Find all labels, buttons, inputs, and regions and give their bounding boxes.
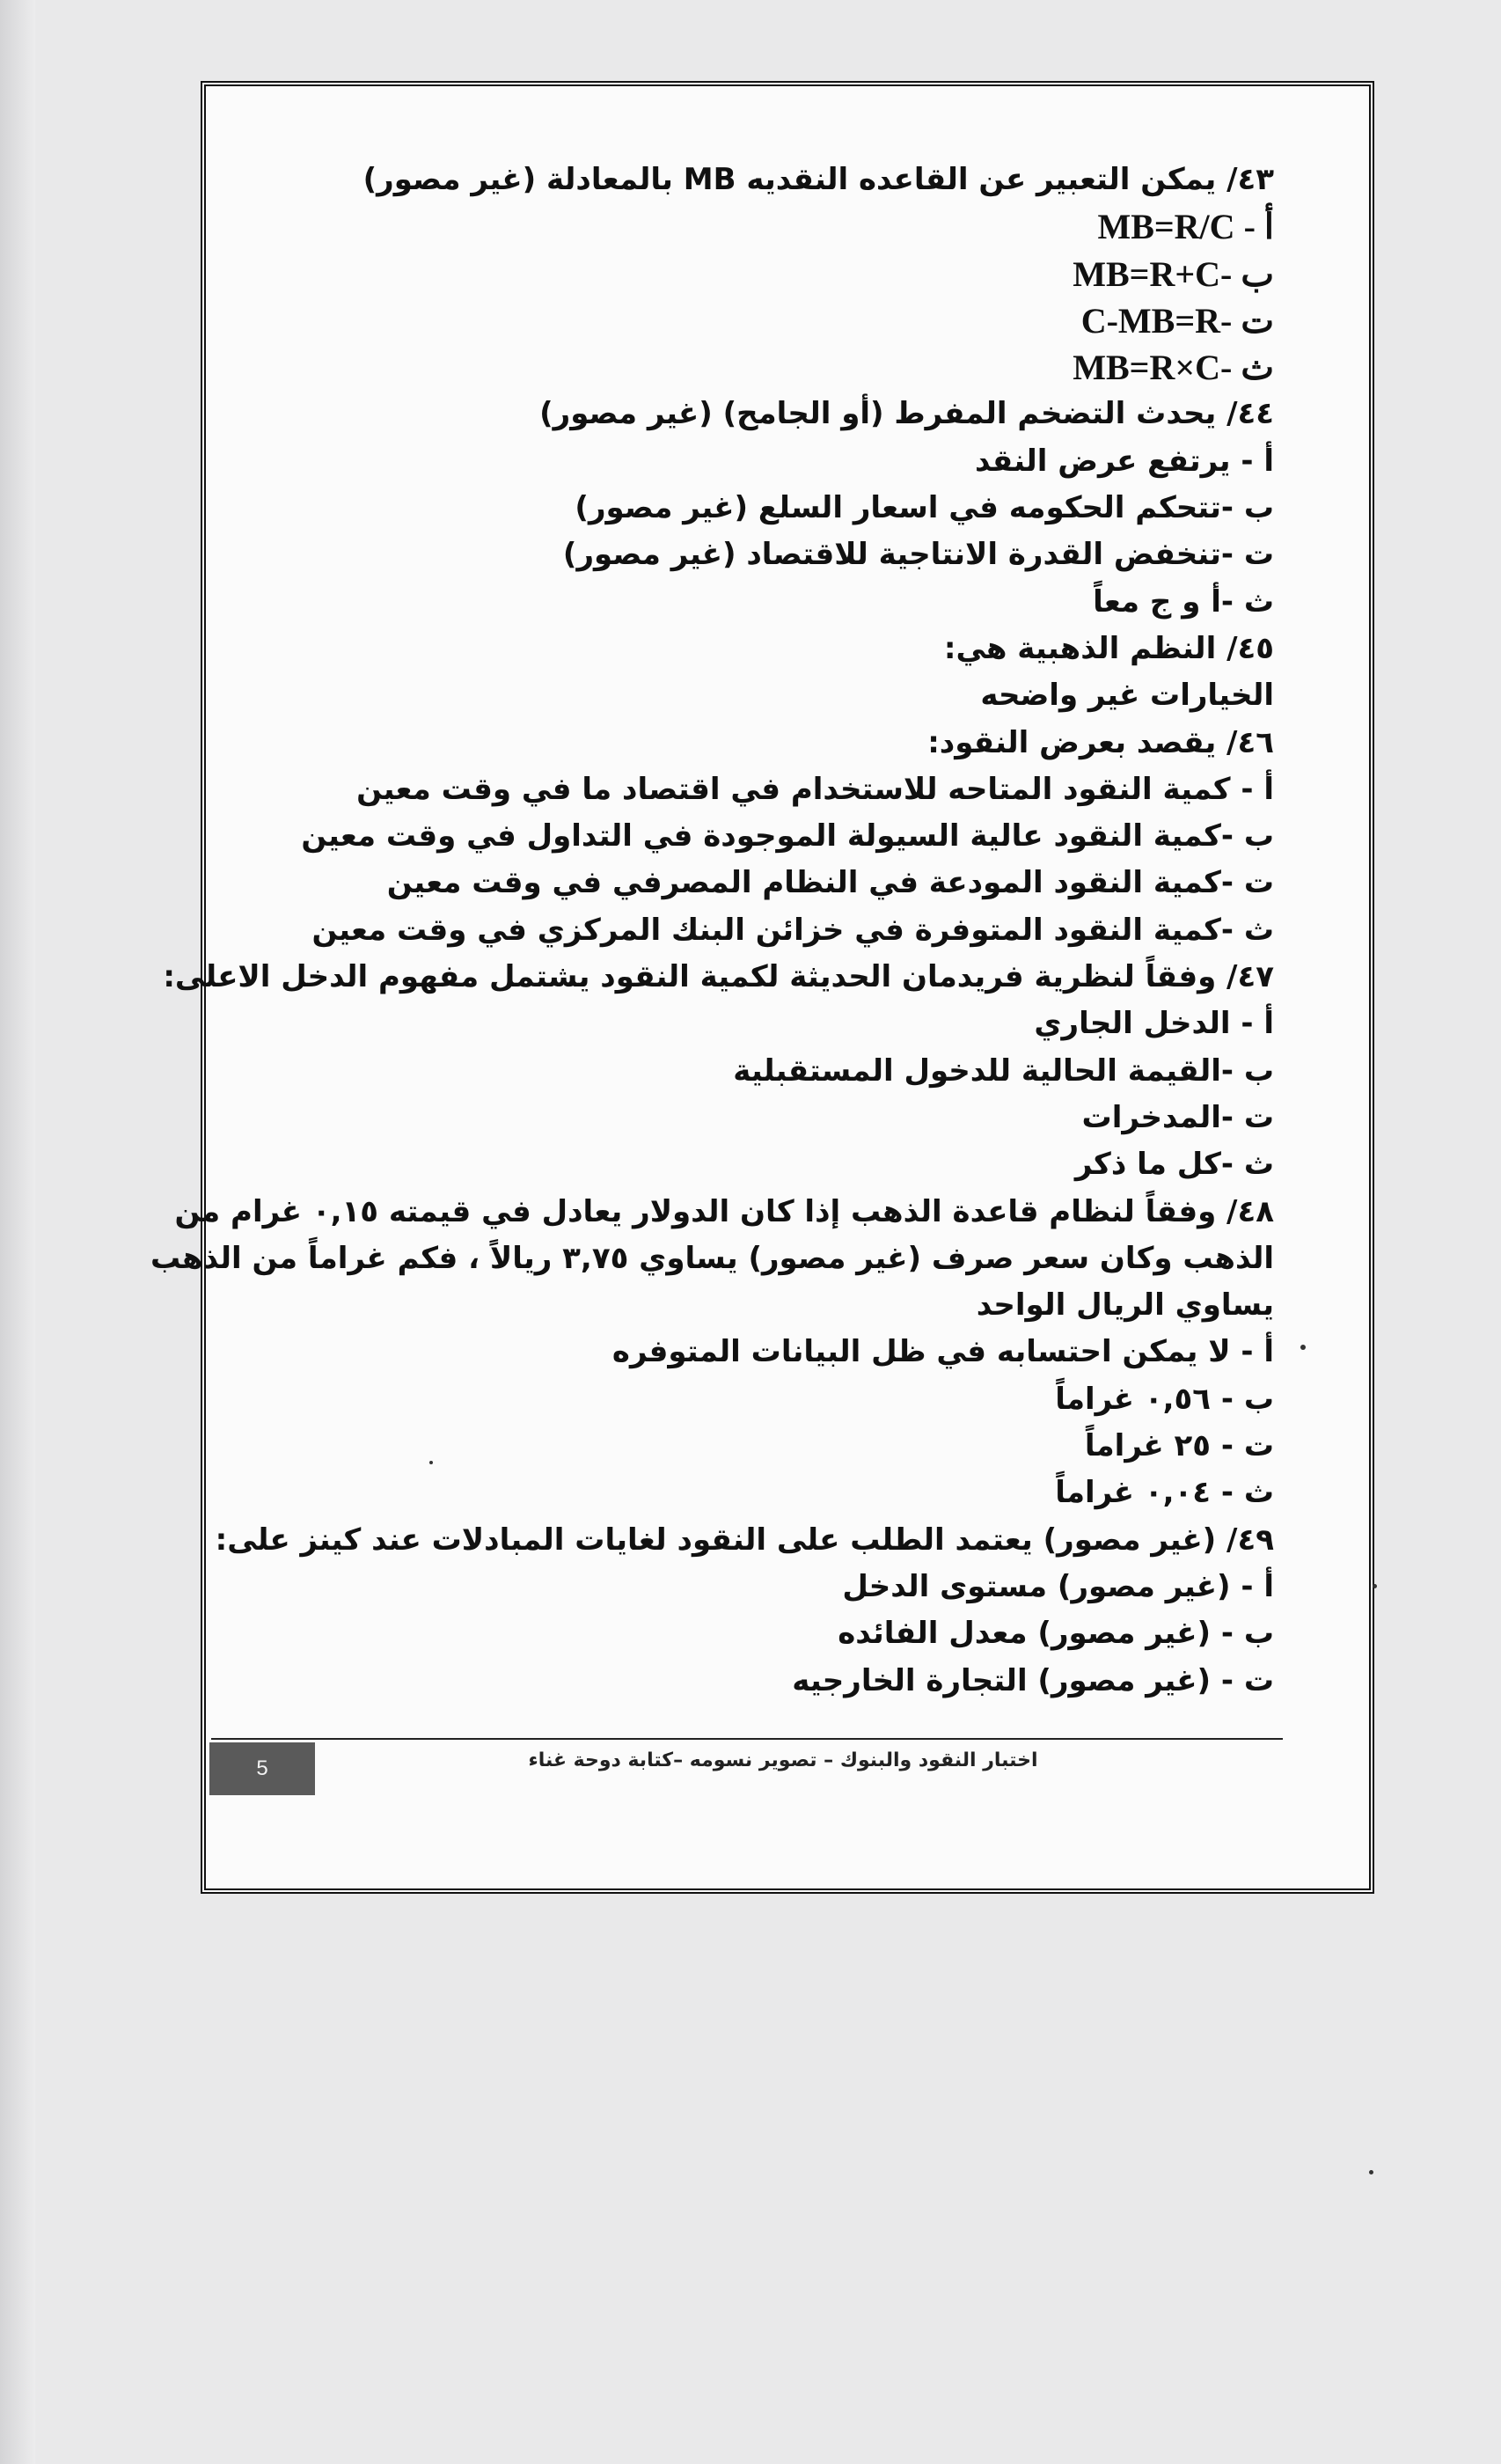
question-43: ٤٣/ يمكن التعبير عن القاعده النقديه MB بالمعادلة (غير مصور) <box>362 162 1274 197</box>
page-number: 5 <box>256 1756 268 1780</box>
option-46-d: ث -كمية النقود المتوفرة في خزائن البنك المركزي في وقت معين <box>311 912 1274 948</box>
option-48-c: ت - ٢٥ غراماً <box>1084 1428 1274 1464</box>
scan-edge-shadow <box>0 0 35 2464</box>
option-48-b: ب - ٠,٥٦ غراماً <box>1055 1381 1274 1417</box>
option-46-a: أ - كمية النقود المتاحه للاستخدام في اقتصاد ما في وقت معين <box>356 771 1274 807</box>
scan-speck <box>1369 2170 1373 2174</box>
option-48-d: ث - ٠,٠٤ غراماً <box>1055 1475 1274 1511</box>
note-45: الخيارات غير واضحه <box>980 678 1274 714</box>
option-49-c: ت - (غير مصور) التجارة الخارجيه <box>792 1662 1274 1698</box>
question-48-line-3: يساوي الريال الواحد <box>976 1287 1274 1324</box>
option-47-d: ث -كل ما ذكر <box>1074 1147 1274 1183</box>
footer-caption: اختبار النقود والبنوك – تصوير نسومه –كتابة دوحة غناء <box>528 1749 1038 1771</box>
questions-list <box>150 157 1274 1705</box>
option-44-c: ت -تنخفض القدرة الانتاجية للاقتصاد (غير مصور) <box>562 537 1274 573</box>
option-43-d: ث -MB=R×C <box>1073 348 1274 388</box>
option-47-b: ب -القيمة الحالية للدخول المستقبلية <box>733 1052 1274 1089</box>
option-46-c: ت -كمية النقود المودعة في النظام المصرفي في وقت معين <box>386 865 1274 901</box>
question-47: ٤٧/ وفقاً لنظرية فريدمان الحديثة لكمية النقود يشتمل مفهوم الدخل الاعلى: <box>163 959 1274 995</box>
option-44-b: ب -تتحكم الحكومه في اسعار السلع (غير مصور) <box>575 490 1274 526</box>
scan-speck <box>1373 1584 1377 1588</box>
question-49: ٤٩/ (غير مصور) يعتمد الطلب على النقود لغايات المبادلات عند كينز على: <box>215 1522 1274 1558</box>
option-48-a: أ - لا يمكن احتسابه في ظل البيانات المتوفره <box>611 1334 1274 1370</box>
question-46: ٤٦/ يقصد بعرض النقود: <box>927 724 1274 760</box>
option-44-d: ث -أ و ج معاً <box>1093 583 1274 620</box>
question-44: ٤٤/ يحدث التضخم المفرط (أو الجامح) (غير مصور) <box>539 396 1274 432</box>
option-47-a: أ - الدخل الجاري <box>1034 1006 1274 1042</box>
option-47-c: ت -المدخرات <box>1081 1099 1274 1135</box>
option-43-b: ب -MB=R+C <box>1073 253 1274 294</box>
option-49-a: أ - (غير مصور) مستوى الدخل <box>842 1568 1274 1604</box>
question-48-line-2: الذهب وكان سعر صرف (غير مصور) يساوي ٣,٧٥ ريالاً ، فكم غراماً من الذهب <box>150 1240 1274 1276</box>
option-43-c: ت -C-MB=R <box>1080 300 1274 341</box>
question-48-line-1: ٤٨/ وفقاً لنظام قاعدة الذهب إذا كان الدولار يعادل في قيمته ٠,١٥ غرام من <box>174 1193 1274 1229</box>
option-49-b: ب - (غير مصور) معدل الفائده <box>838 1616 1274 1652</box>
footer-divider <box>211 1738 1283 1740</box>
page-number-box <box>209 1742 315 1795</box>
scan-speck <box>1300 1345 1306 1350</box>
scan-speck <box>429 1461 433 1464</box>
option-46-b: ب -كمية النقود عالية السيولة الموجودة في التداول في وقت معين <box>301 818 1274 854</box>
question-45: ٤٥/ النظم الذهبية هي: <box>943 630 1274 666</box>
option-43-a: أ - MB=R/C <box>1097 207 1274 247</box>
option-44-a: أ - يرتفع عرض النقد <box>974 443 1274 479</box>
